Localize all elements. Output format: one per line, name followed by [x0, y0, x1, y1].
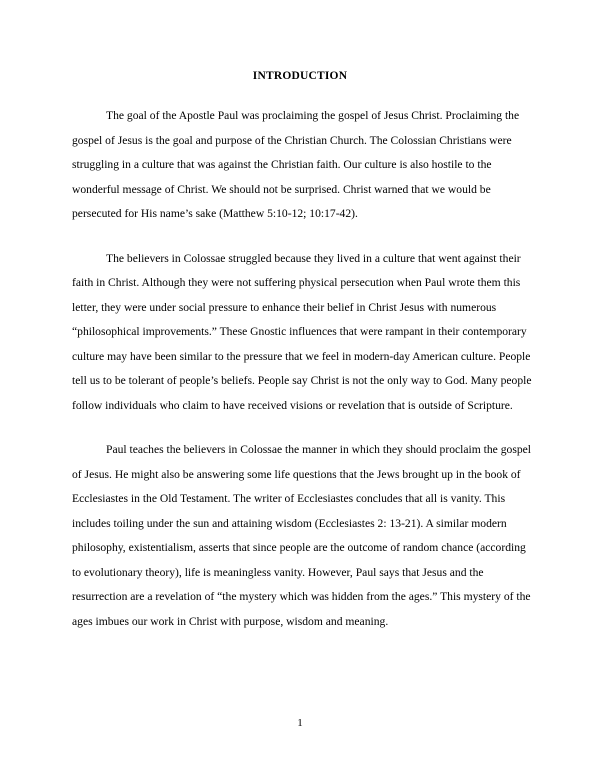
- page-title: INTRODUCTION: [252, 70, 348, 82]
- paragraph-2: The believers in Colossae struggled because they lived in a culture that went against their faith in Christ. Although they were not suffering physical persecution when Paul wrote them this letter, they were under social pressure to enhance their belief in Christ Jesus with numerous “philosophical improvements.” These Gnostic influences that were rampant in their contemporary culture may have been similar to the pressure that we feel in modern-day American culture. People tell us to be tolerant of people’s beliefs. People say Christ is not the only way to God. Many people follow individuals who claim to have received visions or revelation that is outside of Scripture.: [72, 251, 532, 412]
- paragraph-3: Paul teaches the believers in Colossae the manner in which they should proclaim the gospel of Jesus. He might also be answering some life questions that the Jews brought up in the book of Ecclesiastes in the Old Testament. The writer of Ecclesiastes concludes that all is vanity. This includes toiling under the sun and attaining wisdom (Ecclesiastes 2: 13-21). A similar modern philosophy, existentialism, asserts that since people are the outcome of random chance (according to evolutionary theory), life is meaningless vanity. However, Paul says that Jesus and the resurrection are a revelation of “the mystery which was hidden from the ages.” This mystery of the ages imbues our work in Christ with purpose, wisdom and meaning.: [72, 443, 531, 628]
- paragraph-1: The goal of the Apostle Paul was proclaiming the gospel of Jesus Christ. Proclaiming the gospel of Jesus is the goal and purpose of the Christian Church. The Colossian Christians were struggling in a culture that was against the Christian faith. Our culture is also hostile to the wonderful message of Christ. We should not be surprised. Christ warned that we would be persecuted for His name’s sake (Matthew 5:10-12; 10:17-42).: [72, 109, 520, 220]
- body-text: [72, 104, 532, 654]
- page-number: 1: [297, 717, 303, 729]
